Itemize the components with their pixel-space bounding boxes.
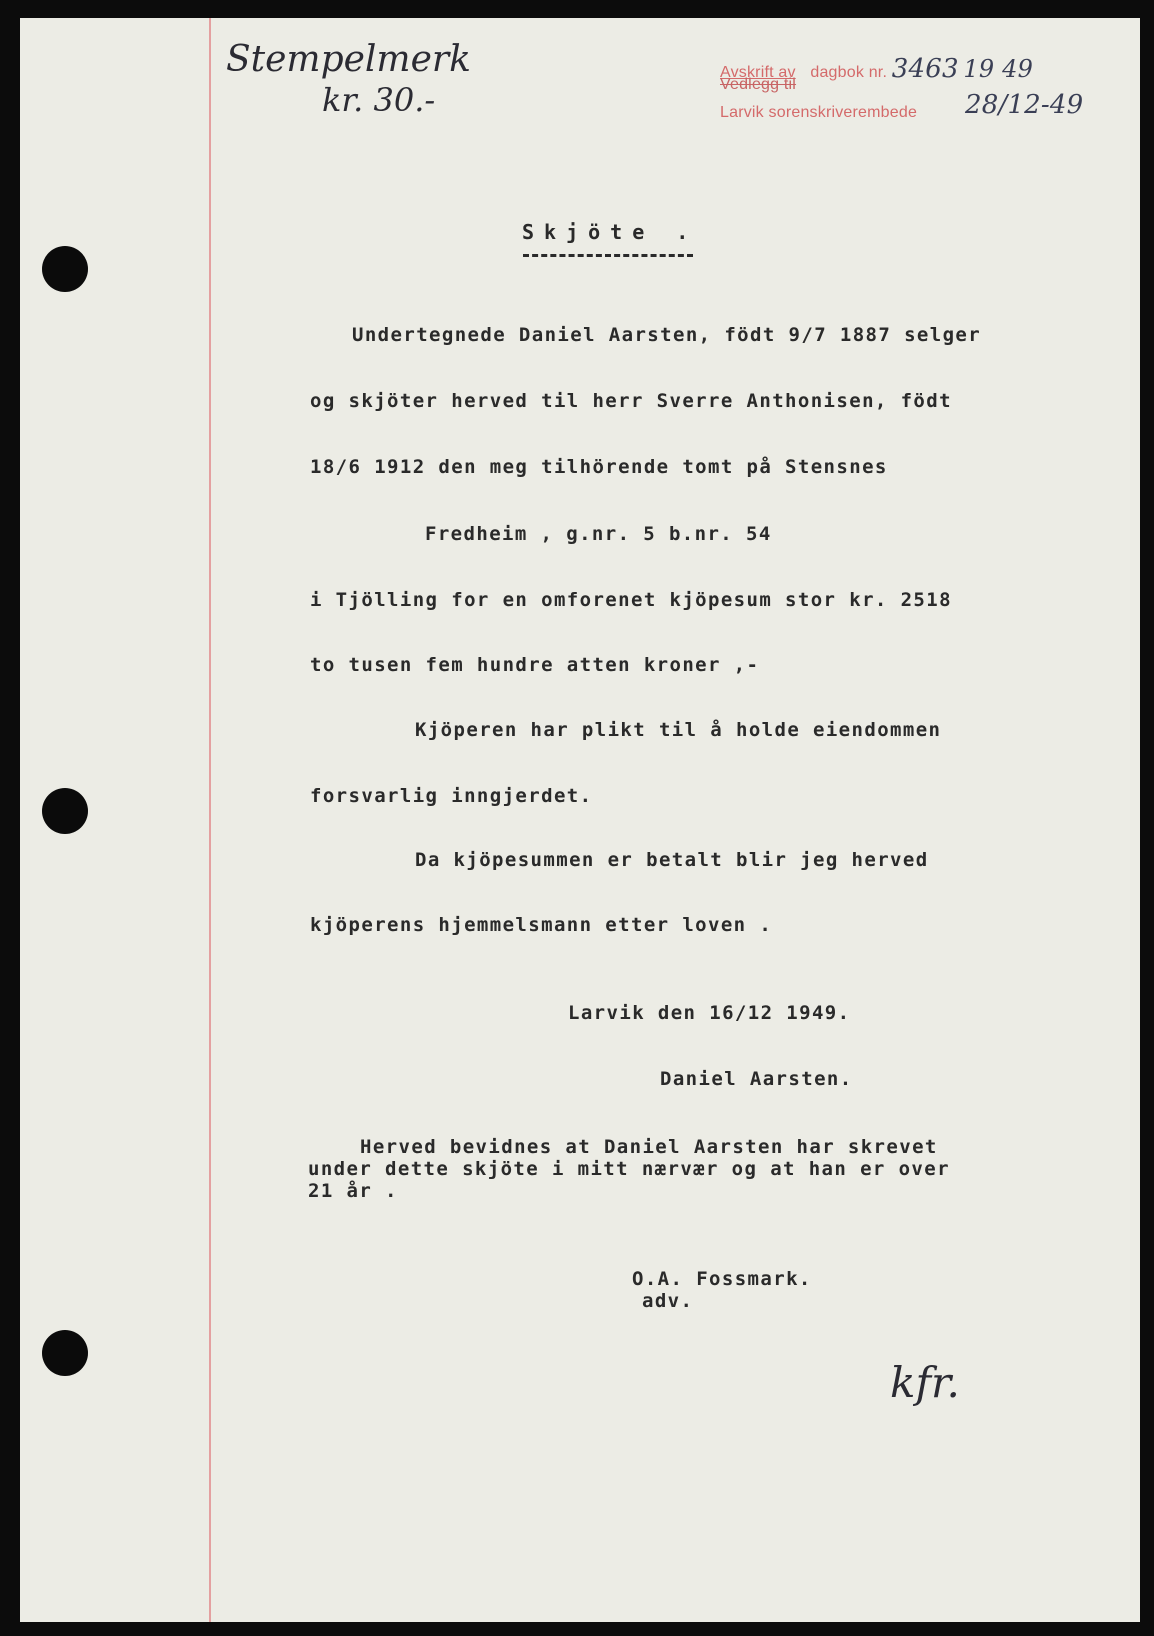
stamp-prefix: Avskrift av [720, 64, 796, 81]
body-line-3: 18/6 1912 den meg tilhörende tomt på Stensnes [310, 456, 888, 478]
document-page [20, 18, 1140, 1622]
stamp-duty-line-2: kr. 30.- [322, 81, 436, 119]
margin-line [209, 18, 211, 1622]
witness-line-3: 21 år . [308, 1180, 398, 1202]
body-line-10: kjöperens hjemmelsmann etter loven . [310, 914, 773, 936]
clerk-initials: kfr. [890, 1358, 960, 1407]
stamp-duty-line-1: Stempelmerk [226, 39, 471, 80]
body-line-7: Kjöperen har plikt til å holde eiendommen [415, 719, 942, 741]
dagbok-year: 19 49 [963, 55, 1034, 83]
stamp-duty-note [226, 40, 471, 120]
registry-stamp [720, 54, 1120, 154]
witness-line-2: under dette skjöte i mitt nærvær og at han er over [308, 1158, 950, 1180]
seller-signature: Daniel Aarsten. [660, 1068, 853, 1090]
body-line-6: to tusen fem hundre atten kroner ,- [310, 654, 760, 676]
witness-line-1: Herved bevidnes at Daniel Aarsten har skrevet [360, 1136, 938, 1158]
stamp-date: 28/12-49 [965, 90, 1084, 120]
punch-hole-middle [42, 788, 88, 834]
stamp-office: Larvik sorenskriverembede [720, 104, 918, 121]
body-line-2: og skjöter herved til herr Sverre Anthonisen, födt [310, 390, 952, 412]
body-line-4: Fredheim , g.nr. 5 b.nr. 54 [425, 523, 772, 545]
dagbok-number: 3463 [891, 54, 959, 84]
punch-hole-top [42, 246, 88, 292]
body-line-5: i Tjölling for en omforenet kjöpesum stor kr. 2518 [310, 589, 952, 611]
body-line-1: Undertegnede Daniel Aarsten, födt 9/7 1887 selger [352, 324, 982, 346]
stamp-struck-line: Vedlegg til [720, 76, 797, 93]
punch-hole-bottom [42, 1330, 88, 1376]
title-underline [523, 254, 693, 257]
document-title: Skjöte . [522, 220, 699, 244]
body-line-9: Da kjöpesummen er betalt blir jeg herved [415, 849, 929, 871]
witness-signature [632, 1268, 812, 1312]
witness-title: adv. [642, 1290, 694, 1312]
place-date: Larvik den 16/12 1949. [568, 1002, 851, 1024]
stamp-dagbok-label: dagbok nr. [810, 64, 888, 81]
body-line-8: forsvarlig inngjerdet. [310, 785, 593, 807]
witness-statement [308, 1136, 950, 1202]
witness-name: O.A. Fossmark. [632, 1268, 812, 1290]
